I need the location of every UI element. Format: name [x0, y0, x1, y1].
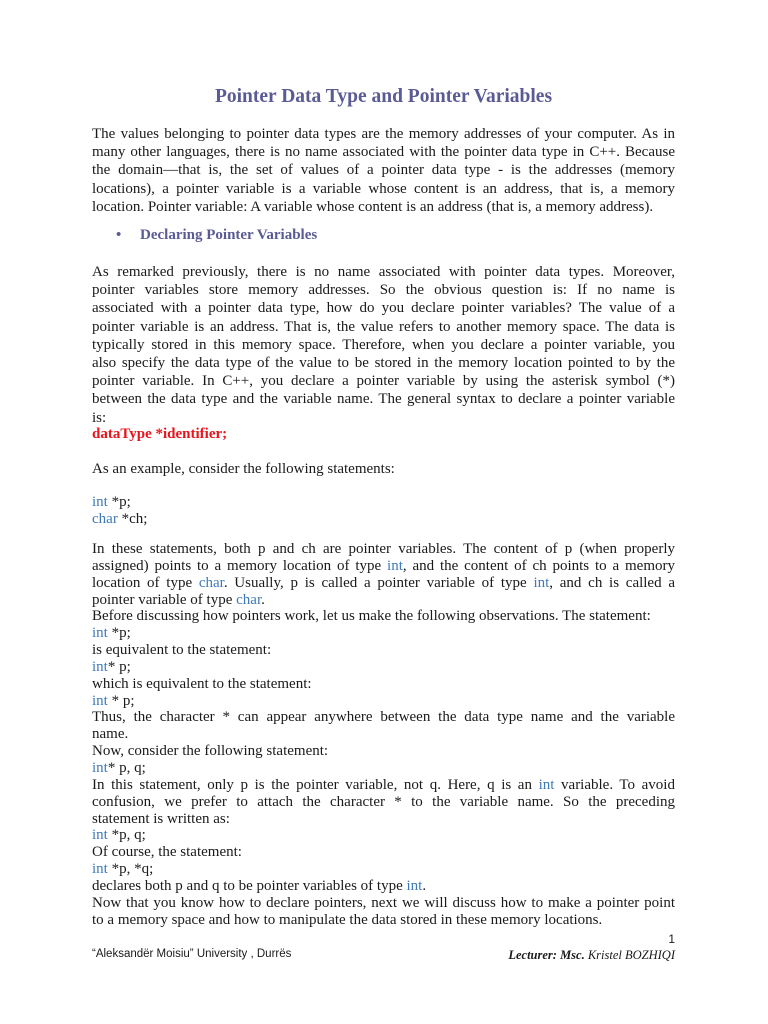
intro-line: locations), a pointer variable is a variable whose content is an address, that is, a memory	[92, 180, 675, 197]
page-title: Pointer Data Type and Pointer Variables	[214, 86, 553, 107]
section-line: between the data type and the variable name. The general syntax to declare a pointer variable	[92, 391, 675, 408]
footer-university: “Aleksandër Moisiu” University , Durrës	[92, 948, 292, 960]
section-line: associated with a pointer data type, how do you declare pointer variables? The value of a	[92, 300, 675, 317]
code-keyword: int	[92, 692, 108, 709]
code-line: int *p, *q;	[92, 861, 154, 878]
code-keyword: int	[92, 861, 108, 878]
inline-keyword: char	[198, 574, 224, 591]
intro-line: many other languages, there is no name associated with the pointer data type in C++. Because	[92, 144, 675, 161]
body-line: Thus, the character * can appear anywhere between the data type name and the variable	[92, 709, 675, 726]
section-line: pointer variable is an address. That is, the value refers to another memory space. The data is	[92, 318, 675, 335]
bullet-icon: •	[116, 227, 122, 243]
body-line: declares both p and q to be pointer variables of type int.	[92, 877, 427, 894]
code-line: int *p, q;	[92, 827, 146, 844]
code-keyword: int	[92, 494, 108, 510]
example-code	[92, 494, 147, 528]
section-heading-row	[116, 227, 317, 244]
code-line: int * p;	[92, 692, 135, 709]
body-line: confusion, we prefer to attach the character * to the variable name. So the preceding	[92, 793, 675, 810]
code-line	[92, 494, 147, 511]
body-line: pointer variable of type char.	[92, 591, 265, 608]
section-line: As remarked previously, there is no name associated with pointer data types. Moreover,	[92, 264, 675, 280]
inline-keyword: int	[533, 574, 550, 591]
syntax-statement: dataType *identifier;	[92, 426, 228, 442]
section-line: pointer variable. In C++, you declare a pointer variable by using the asterisk symbol (*)	[92, 373, 675, 390]
inline-keyword: int	[538, 776, 555, 793]
body-text	[92, 541, 675, 928]
footer-lecturer	[508, 948, 675, 963]
code-keyword: int	[92, 625, 108, 642]
body-line: assigned) points to a memory location of type int, and the content of ch points to a memory	[92, 557, 675, 574]
body-line: name.	[92, 726, 129, 743]
code-keyword: int	[92, 827, 108, 844]
body-line: statement is written as:	[92, 810, 230, 827]
code-line: int* p;	[92, 658, 131, 675]
body-line: In this statement, only p is the pointer variable, not q. Here, q is an int variable. To avoid	[92, 776, 675, 793]
code-line: int *p;	[92, 625, 131, 642]
body-line: In these statements, both p and ch are pointer variables. The content of p (when properly	[92, 541, 675, 557]
inline-keyword: int	[406, 877, 423, 894]
section-line: is:	[92, 409, 107, 426]
inline-keyword: char	[236, 591, 262, 608]
body-line: Of course, the statement:	[92, 844, 242, 861]
code-line: int* p, q;	[92, 759, 146, 776]
code-keyword: char	[92, 511, 118, 527]
code-text: *p;	[107, 494, 131, 510]
body-line: location of type char. Usually, p is called a pointer variable of type int, and ch is called a	[92, 574, 675, 591]
body-line: Now, consider the following statement:	[92, 743, 329, 760]
lecturer-label: Lecturer: Msc.	[508, 948, 585, 962]
intro-paragraph	[92, 125, 675, 216]
lecturer-name: Kristel BOZHIQI	[584, 948, 675, 962]
body-line: which is equivalent to the statement:	[92, 675, 312, 692]
section-heading: Declaring Pointer Variables	[140, 227, 318, 243]
code-text: *ch;	[117, 511, 148, 527]
inline-keyword: int	[387, 557, 403, 574]
intro-line: The values belonging to pointer data types are the memory addresses of your computer. As in	[92, 126, 675, 142]
code-keyword: int	[92, 759, 108, 776]
intro-line: the domain—that is, the set of values of a pointer data type - is the addresses (memory	[92, 162, 675, 179]
code-keyword: int	[92, 658, 108, 675]
page-number: 1	[668, 932, 675, 946]
section-line: also specify the data type of the value to be stored in the memory location pointed to by the	[92, 355, 675, 372]
body-line: Now that you know how to declare pointers, next we will discuss how to make a pointer point	[92, 894, 675, 911]
body-line: to a memory space and how to manipulate the data stored in these memory locations.	[92, 911, 603, 928]
example-intro: As an example, consider the following statements:	[92, 461, 395, 477]
body-line: Before discussing how pointers work, let us make the following observations. The statement:	[92, 608, 651, 625]
section-line: typically stored in this memory space. Therefore, when you declare a pointer variable, you	[92, 336, 675, 353]
section-line: pointer variables store memory addresses. So the obvious question is: If no name is	[92, 282, 675, 299]
intro-line: location. Pointer variable: A variable whose content is an address (that is, a memory address).	[92, 198, 654, 215]
declaring-paragraph	[92, 263, 675, 427]
code-line	[92, 511, 147, 528]
body-line: is equivalent to the statement:	[92, 642, 272, 659]
